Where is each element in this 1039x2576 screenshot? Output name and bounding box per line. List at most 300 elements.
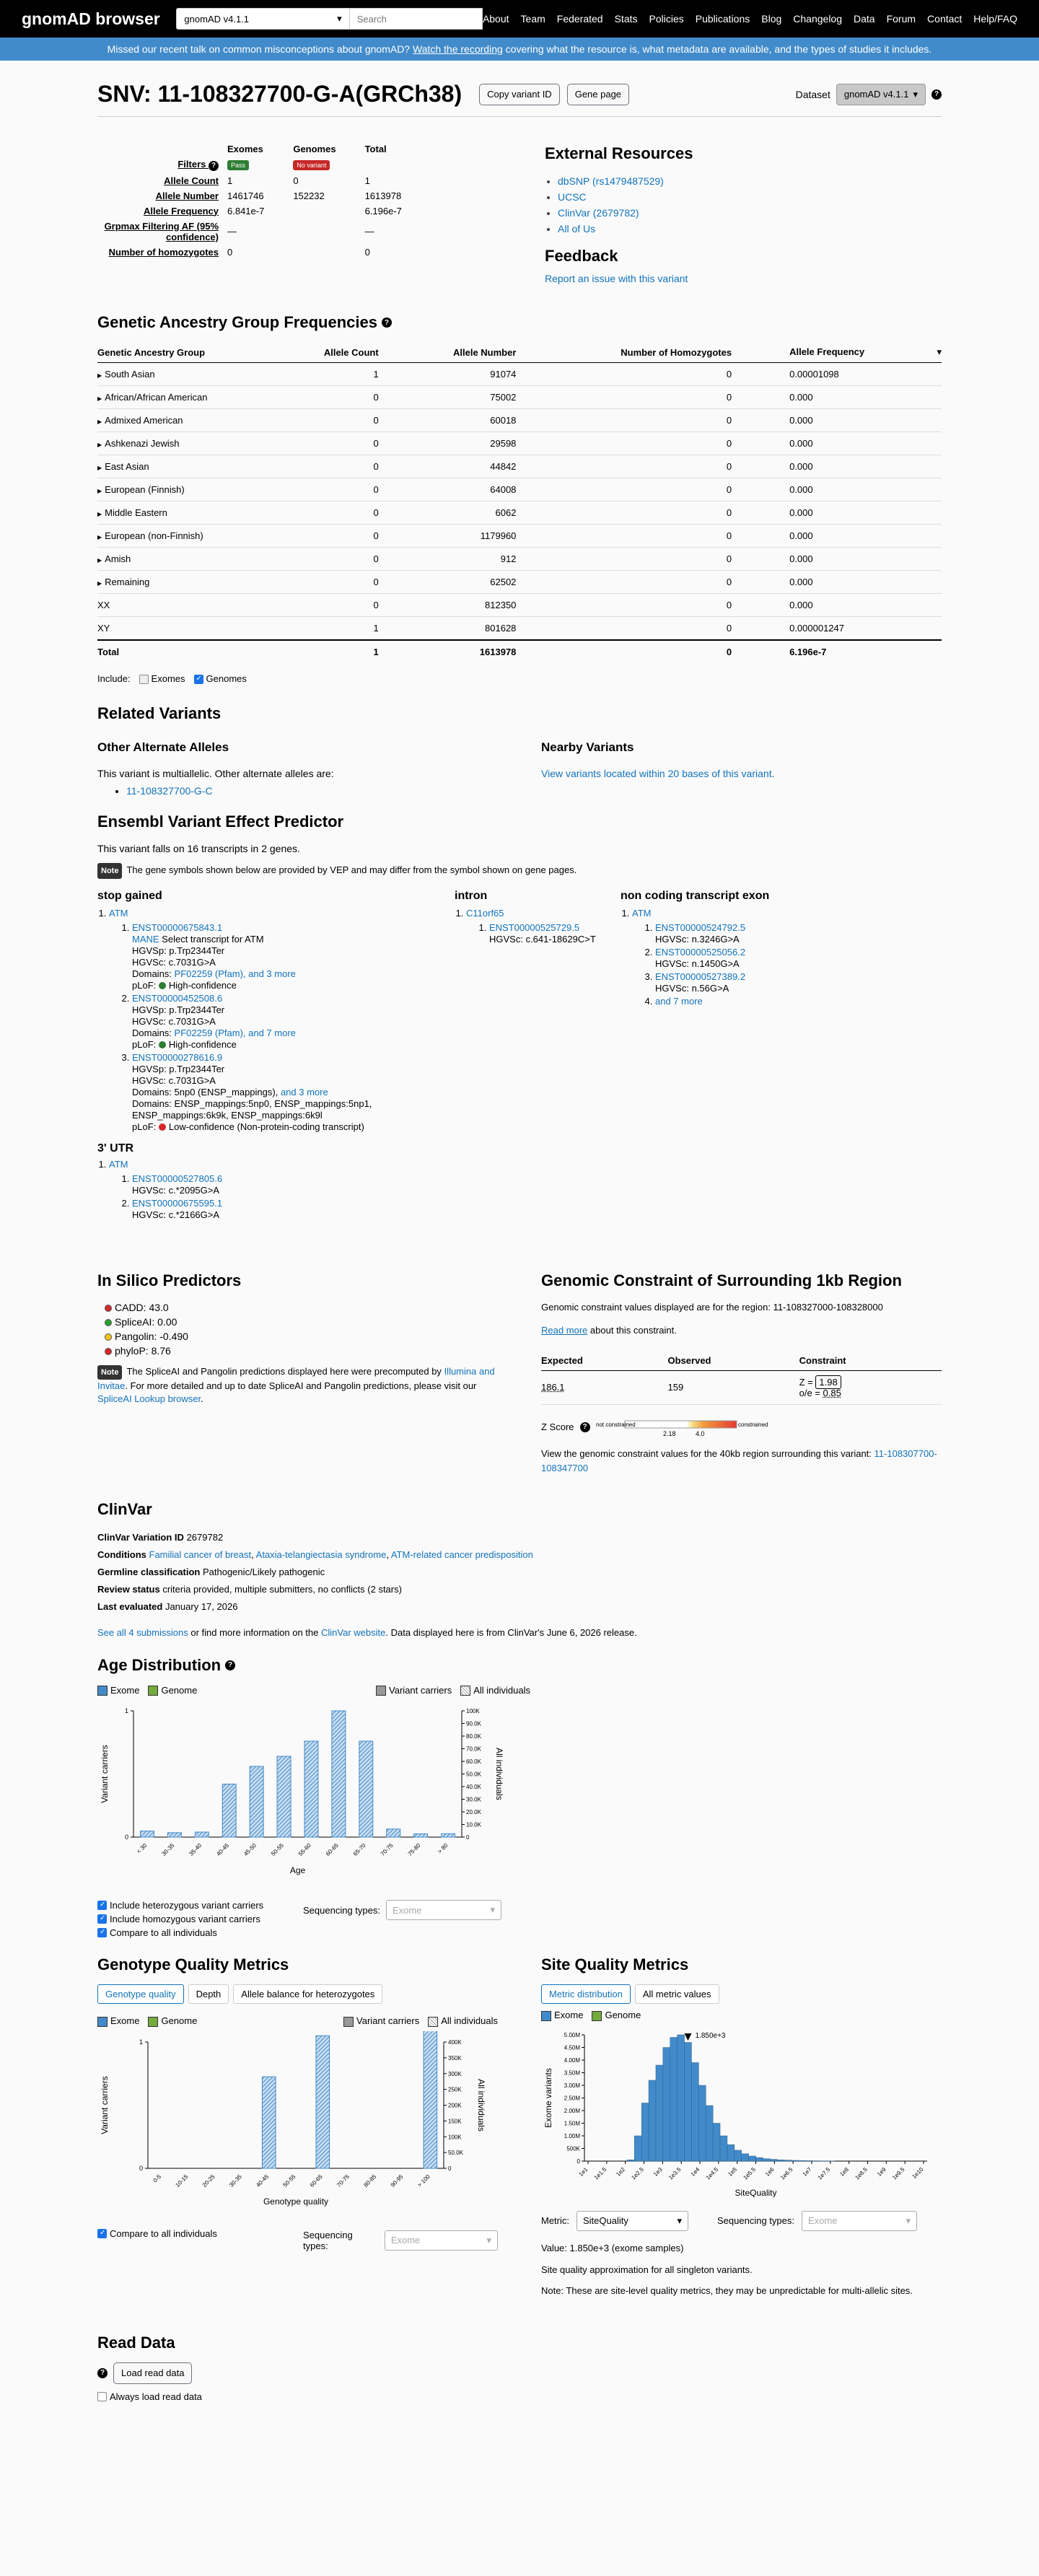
y2-tick-label: 250K <box>448 2086 462 2093</box>
exome-swatch <box>541 2011 551 2021</box>
x-tick-label: 1e6.5 <box>779 2165 794 2181</box>
summary-row <box>97 245 431 260</box>
histogram-bar <box>678 2035 685 2161</box>
spliceai-lookup-link[interactable]: SpliceAI Lookup browser <box>97 1393 201 1404</box>
th-ac[interactable]: Allele Count <box>276 342 400 363</box>
constraint-col <box>541 1251 942 1476</box>
summary-row <box>97 219 431 245</box>
bar <box>262 2077 276 2168</box>
y-axis-label: Exome variants <box>543 2067 553 2128</box>
y2-tick-label: 80.0K <box>466 1733 481 1740</box>
x-tick-label: < 30 <box>135 1842 149 1855</box>
histogram-bar <box>742 2154 749 2161</box>
quality-metrics <box>97 1955 942 2297</box>
group-cell[interactable]: ▶ Middle Eastern <box>97 501 276 525</box>
include-exomes-checkbox[interactable]: Exomes <box>139 673 185 684</box>
seq-type-select[interactable]: Exome ▾ <box>385 2230 498 2251</box>
x-tick-label: 1e8.5 <box>854 2165 869 2181</box>
ac-cell: 1 <box>276 617 400 640</box>
histogram-bar <box>756 2157 763 2161</box>
total-row <box>97 640 942 663</box>
group-cell[interactable]: ▶ South Asian <box>97 363 276 386</box>
constrained-label: constrained <box>737 1421 768 1428</box>
nav-link-about[interactable]: About <box>482 13 509 25</box>
y2-tick-label: 350K <box>448 2054 462 2062</box>
other-alleles <box>97 733 498 797</box>
transcript-link[interactable]: ENST00000452508.6 <box>132 992 223 1004</box>
gq-tabs <box>97 1984 498 2004</box>
histogram-bar <box>792 2160 799 2161</box>
banner-text: Missed our recent talk on common misconceptions about gnomAD? <box>107 43 413 55</box>
help-icon[interactable]: ? <box>97 2368 108 2378</box>
page-title: SNV: 11-108327700-G-A(GRCh38) <box>97 81 462 107</box>
y2-tick-label: 20.0K <box>466 1809 481 1816</box>
noncoding-heading: non coding transcript exon <box>621 889 770 902</box>
tab-allele-balance[interactable]: Allele balance for heterozygotes <box>233 1984 382 2004</box>
sq-heading: Site Quality Metrics <box>541 1955 689 1974</box>
help-icon[interactable]: ? <box>225 1660 235 1670</box>
transcript-link[interactable]: ENST00000527805.6 <box>132 1173 223 1184</box>
hom-checkbox[interactable] <box>97 1914 107 1924</box>
compare-checkbox[interactable] <box>97 1928 107 1937</box>
constraint-table <box>541 1351 942 1405</box>
ancestry-table <box>97 342 942 663</box>
an-cell: 60018 <box>400 409 538 432</box>
ac-cell: 0 <box>276 455 400 478</box>
histogram-bar <box>720 2136 727 2161</box>
seq-type-select[interactable]: Exome ▾ <box>802 2211 917 2231</box>
include-genomes-checkbox[interactable]: ✓ Genomes <box>194 673 247 684</box>
more-domains-link[interactable]: and 3 more <box>280 1086 328 1098</box>
x-tick-label: 1e9.5 <box>891 2165 906 2181</box>
hom-cell: 0 <box>538 363 753 386</box>
navbar-dataset-select[interactable] <box>176 8 349 30</box>
group-cell[interactable]: ▶ African/African American <box>97 386 276 409</box>
an-cell: 91074 <box>400 363 538 386</box>
group-cell: XY <box>97 617 276 640</box>
table-row <box>97 617 942 640</box>
predictor-dot-icon <box>105 1319 112 1326</box>
variant-header <box>97 81 942 117</box>
y2-axis-label: All individuals <box>494 1748 504 1800</box>
table-row <box>97 363 942 386</box>
condition-link[interactable]: Ataxia-telangiectasia syndrome <box>255 1548 387 1560</box>
group-cell[interactable]: ▶ Admixed American <box>97 409 276 432</box>
summary-cell <box>293 203 364 219</box>
domain-link[interactable]: PF02259 (Pfam) <box>174 1027 243 1038</box>
search-input[interactable]: Search <box>350 8 483 30</box>
an-cell: 62502 <box>400 571 538 594</box>
table-row <box>97 548 942 571</box>
external-link[interactable]: ClinVar (2679782) <box>558 207 639 219</box>
y-tick-label: 4.50M <box>564 2044 580 2051</box>
transcript-link[interactable]: ENST00000525056.2 <box>655 946 746 958</box>
group-cell[interactable]: ▶ East Asian <box>97 455 276 478</box>
banner-link[interactable]: Watch the recording <box>413 43 503 55</box>
y-tick-label: 5.00M <box>564 2031 580 2038</box>
external-link[interactable]: All of Us <box>558 223 596 235</box>
hom-cell: 0 <box>538 432 753 455</box>
bar <box>277 1756 291 1837</box>
gene-atm-link[interactable]: ATM <box>109 907 128 919</box>
summary-cell <box>293 245 364 260</box>
y-tick-label: 1.50M <box>564 2120 580 2127</box>
germline-classification: Pathogenic/Likely pathogenic <box>202 1566 325 1577</box>
table-row <box>97 571 942 594</box>
histogram-bar <box>713 2123 720 2161</box>
gq-seq-type: Sequencing types: Exome ▾ <box>303 2230 498 2251</box>
see-submissions-link[interactable]: See all 4 submissions <box>97 1626 188 1638</box>
predictor-item: CADD: 43.0 <box>105 1300 498 1315</box>
histogram-bar <box>777 2160 784 2161</box>
vep-stop-gained-col: stop gained 1. ATM 1. ENST00000675843.1 MANE Select transcript for ATM HGVSp: p.Trp2344Ter HGVSc: c.7031G>A Domains: PF02259 (Pfam), and 3 more pLoF: High-confidence 2. ENST00000452508.6 HGVSp: p.Trp2344Ter HGVSc: c.7031G>A Domains: PF02259 (Pfam), and 7 more pLoF: High-confidence 3. ENST00000278616.9 HGVSp: p.Trp2344Ter HGVSc: c.7031G>A Domains: 5np0 (ENSP_mappings), and 3 more Domains: ENSP_mappings:5np0, ENSP_mappings:5np1, ENSP_mappings:6k9k, ENSP_mappings:6k9l pLoF: Low-confidence (Non-protein-coding transcript) 3' UTR 1. ATM 1. ENST00000527805.6 HGVSc: c.*2095G>A 2. ENST00000675595.1 HGVSc: c.*2166G>A <box>97 890 455 1222</box>
summary-cell: 6.841e-7 <box>227 205 265 216</box>
load-read-data-button[interactable]: Load read data <box>113 2362 192 2384</box>
bar <box>167 1833 181 1837</box>
group-cell: Total <box>97 640 276 663</box>
nav-link-stats[interactable]: Stats <box>614 13 638 25</box>
group-cell[interactable]: ▶ European (non-Finnish) <box>97 525 276 548</box>
expand-triangle-icon[interactable]: ▶ <box>97 511 102 517</box>
ac-cell: 0 <box>276 501 400 525</box>
het-checkbox[interactable] <box>97 1901 107 1910</box>
tab-genotype-quality[interactable]: Genotype quality <box>97 1984 184 2004</box>
x-tick-label: 10-15 <box>174 2173 190 2189</box>
y-tick-label: 2.00M <box>564 2107 580 2114</box>
expand-triangle-icon[interactable]: ▶ <box>97 580 102 587</box>
genome-swatch <box>592 2011 602 2021</box>
other-alleles-text: This variant is multiallelic. Other alternate alleles are: <box>97 767 334 779</box>
histogram-bar <box>627 2160 634 2161</box>
nav-link-policies[interactable]: Policies <box>649 13 684 25</box>
histogram-bar <box>749 2156 756 2161</box>
expand-triangle-icon[interactable]: ▶ <box>97 419 102 425</box>
nav-link-contact[interactable]: Contact <box>927 13 963 25</box>
summary-cell: — <box>227 226 237 237</box>
bar <box>332 1711 346 1837</box>
x-tick-label: 1e9 <box>875 2165 887 2178</box>
table-row <box>97 409 942 432</box>
dataset-dropdown[interactable] <box>836 84 926 105</box>
gq-col <box>97 1955 498 2297</box>
table-row <box>97 386 942 409</box>
table-row <box>97 478 942 501</box>
an-cell: 812350 <box>400 594 538 617</box>
summary-cell: 6.196e-7 <box>364 205 402 216</box>
af-cell: 0.000 <box>753 594 942 617</box>
nav-links <box>483 13 1017 25</box>
y2-tick-label: 50.0K <box>466 1771 481 1778</box>
help-icon[interactable]: ? <box>580 1422 590 1432</box>
bar <box>195 1832 209 1837</box>
low-confidence-icon <box>159 1123 166 1131</box>
x-tick-label: 1e1 <box>577 2165 589 2178</box>
ac-cell: 1 <box>276 640 400 663</box>
expand-triangle-icon[interactable]: ▶ <box>97 395 102 402</box>
report-issue-link[interactable]: Report an issue with this variant <box>545 273 688 284</box>
expand-triangle-icon[interactable]: ▶ <box>97 534 102 540</box>
vep-noncoding-col: non coding transcript exon 1. ATM 1. ENST00000524792.5 HGVSc: n.3246G>A 2. ENST00000525056.2 HGVSc: n.1450G>A 3. ENST00000527389.2 HGVSc: n.56G>A 4. and 7 more <box>621 890 837 1222</box>
ac-cell: 0 <box>276 478 400 501</box>
af-cell: 0.000 <box>753 525 942 548</box>
oe-value: 0.85 <box>823 1387 841 1398</box>
age-controls: ✓ Include heterozygous variant carriers ✓ Include homozygous variant carriers ✓ Compare to all individuals Sequencing types: Exome ▾ <box>97 1900 530 1938</box>
more-domains-link[interactable]: , and 7 more <box>242 1027 296 1038</box>
summary-row-label: Allele Frequency <box>143 205 219 216</box>
histogram-bar <box>806 2160 813 2161</box>
expand-triangle-icon[interactable]: ▶ <box>97 557 102 564</box>
other-alleles-heading: Other Alternate Alleles <box>97 740 229 754</box>
sort-down-icon: ▾ <box>937 346 942 357</box>
sq-col <box>541 1955 942 2297</box>
y2-tick-label: 40.0K <box>466 1784 481 1791</box>
bar <box>304 1741 318 1837</box>
th-af[interactable]: Allele Frequency ▾ <box>753 342 942 363</box>
transcript-link[interactable]: ENST00000527389.2 <box>655 971 746 982</box>
observed-value: 159 <box>668 1370 799 1404</box>
y2-tick-label: 50.0K <box>448 2149 463 2156</box>
gene-atm-link[interactable]: ATM <box>109 1158 128 1170</box>
af-cell: 0.000 <box>753 409 942 432</box>
y-axis-label: Variant carriers <box>100 2075 110 2134</box>
gq-legend: Exome Genome Variant carriers All individuals <box>97 2015 498 2027</box>
transcript-link[interactable]: ENST00000675595.1 <box>132 1197 223 1209</box>
feedback-heading: Feedback <box>545 247 618 265</box>
summary-row-label: Allele Number <box>155 190 219 201</box>
expand-triangle-icon[interactable]: ▶ <box>97 372 102 379</box>
gene-c11orf65-link[interactable]: C11orf65 <box>466 907 504 919</box>
gene-atm-link[interactable]: ATM <box>632 907 652 919</box>
y2-tick-label: 300K <box>448 2070 462 2077</box>
x-tick-label: > 100 <box>416 2173 431 2189</box>
histogram-bar <box>770 2159 777 2160</box>
external-link-item <box>558 205 942 221</box>
clinvar-website-link[interactable]: ClinVar website <box>321 1626 386 1638</box>
external-link[interactable]: dbSNP (rs1479487529) <box>558 175 664 187</box>
group-cell[interactable]: ▶ Ashkenazi Jewish <box>97 432 276 455</box>
region-link[interactable]: 11-108307700-108347700 <box>541 1447 937 1473</box>
ac-cell: 0 <box>276 548 400 571</box>
th-expected: Expected <box>541 1351 668 1371</box>
nearby-link[interactable]: View variants located within 20 bases of this variant. <box>541 767 775 779</box>
af-cell: 0.000 <box>753 548 942 571</box>
x-tick-label: 1e4.5 <box>704 2165 720 2181</box>
summary-row-label: Number of homozygotes <box>108 246 219 258</box>
hom-cell: 0 <box>538 571 753 594</box>
nav-link-team[interactable]: Team <box>520 13 545 25</box>
x-tick-label: 1e2.5 <box>630 2165 645 2181</box>
an-cell: 44842 <box>400 455 538 478</box>
histogram-bar <box>663 2047 670 2161</box>
mane-link[interactable]: MANE <box>132 933 159 945</box>
always-load-checkbox[interactable] <box>97 2392 107 2401</box>
expand-triangle-icon[interactable]: ▶ <box>97 442 102 448</box>
th-an[interactable]: Allele Number <box>400 342 538 363</box>
all-swatch <box>428 2017 438 2027</box>
col-exomes: Exomes <box>227 144 263 154</box>
tab-all-metric-values[interactable]: All metric values <box>635 1984 719 2004</box>
metric-select[interactable]: SiteQuality ▾ <box>577 2211 688 2231</box>
clinvar-id: 2679782 <box>186 1531 224 1543</box>
bar <box>414 1834 428 1838</box>
y-axis-label: Variant carriers <box>100 1745 110 1803</box>
y-tick-label: 3.00M <box>564 2082 580 2089</box>
more-transcripts-link[interactable]: and 7 more <box>655 995 703 1007</box>
transcript-link[interactable]: ENST00000524792.5 <box>655 921 746 933</box>
x-tick-label: 60-65 <box>308 2173 324 2189</box>
x-tick-label: 1e3.5 <box>667 2165 683 2181</box>
metric-value: Value: 1.850e+3 (exome samples) <box>541 2242 684 2253</box>
stop-gained-heading: stop gained <box>97 889 162 902</box>
carriers-swatch <box>343 2017 354 2027</box>
external-links-list <box>545 173 942 237</box>
histogram-bar <box>691 2062 698 2161</box>
hom-cell: 0 <box>538 525 753 548</box>
help-icon[interactable]: ? <box>382 317 392 328</box>
gq-chart <box>97 2031 498 2219</box>
nav-link-data[interactable]: Data <box>854 13 875 25</box>
hom-cell: 0 <box>538 594 753 617</box>
summary-cell: 0 <box>293 175 299 186</box>
x-axis-label: Genotype quality <box>263 2196 329 2207</box>
x-tick-label: 40-45 <box>215 1842 231 1858</box>
nav-link-help-faq[interactable]: Help/FAQ <box>973 13 1017 25</box>
expand-triangle-icon[interactable]: ▶ <box>97 488 102 494</box>
age-chart <box>97 1700 530 1895</box>
brand-logo[interactable]: gnomAD browser <box>22 9 160 28</box>
transcript-link[interactable]: ENST00000525729.5 <box>489 921 580 933</box>
caret-down-icon: ▾ <box>913 88 918 100</box>
y-tick-label: 1 <box>139 2038 143 2046</box>
condition-link[interactable]: ATM-related cancer predisposition <box>390 1548 533 1560</box>
compare-checkbox[interactable] <box>97 2229 107 2238</box>
zscore-label: Z Score <box>541 1421 574 1433</box>
summary-cell: 1 <box>364 175 370 186</box>
constraint-desc: Genomic constraint values displayed are for the region: 11-108327000-108328000 <box>541 1301 883 1313</box>
x-axis-label: Age <box>289 1865 306 1876</box>
last-evaluated: January 17, 2026 <box>165 1600 238 1612</box>
af-cell: 0.000 <box>753 478 942 501</box>
x-tick-label: 1e5 <box>727 2165 739 2178</box>
help-icon[interactable]: ? <box>209 161 219 171</box>
summary-cell: 0 <box>227 246 233 258</box>
gq-controls: ✓ Compare to all individuals Sequencing types: Exome ▾ <box>97 2228 498 2271</box>
group-cell[interactable]: ▶ Amish <box>97 548 276 571</box>
help-icon[interactable]: ? <box>931 89 942 100</box>
predictor-dot-icon <box>105 1348 112 1355</box>
x-axis-label: SiteQuality <box>735 2187 777 2197</box>
histogram-bar <box>656 2065 663 2161</box>
exome-swatch <box>97 1686 108 1696</box>
transcript-link[interactable]: ENST00000675843.1 <box>132 921 223 933</box>
y2-tick-label: 150K <box>448 2118 462 2125</box>
bar <box>424 2031 437 2168</box>
tab-depth[interactable]: Depth <box>188 1984 229 2004</box>
exome-swatch <box>97 2017 108 2027</box>
table-row <box>97 501 942 525</box>
tick-label: 2.18 <box>662 1429 676 1437</box>
nav-link-blog[interactable]: Blog <box>761 13 782 25</box>
dataset-selector <box>796 84 942 105</box>
y-tick-label: 4.00M <box>564 2056 580 2064</box>
group-cell: XX <box>97 594 276 617</box>
expand-triangle-icon[interactable]: ▶ <box>97 465 102 471</box>
illumina-link[interactable]: Illumina and Invitae <box>97 1365 495 1391</box>
x-tick-label: 0-5 <box>152 2173 163 2184</box>
summary-row <box>97 188 431 203</box>
y2-tick-label: 400K <box>448 2038 462 2046</box>
an-cell: 6062 <box>400 501 538 525</box>
view-40kb: View the genomic constraint values for the 40kb region surrounding this variant: 11-108307700-108347700 <box>541 1447 937 1473</box>
summary-cell <box>293 219 364 245</box>
bar <box>250 1766 263 1837</box>
sq-legend: Exome Genome <box>541 2010 942 2021</box>
y2-tick-label: 0 <box>466 1834 470 1841</box>
nav-link-publications[interactable]: Publications <box>695 13 750 25</box>
histogram-bar <box>641 2103 649 2161</box>
group-cell[interactable]: ▶ Remaining <box>97 571 276 594</box>
dataset-value: gnomAD v4.1.1 <box>843 89 909 100</box>
nav-link-forum[interactable]: Forum <box>886 13 916 25</box>
th-hom[interactable]: Number of Homozygotes <box>538 342 753 363</box>
age-heading: Age Distribution ? <box>97 1656 942 1675</box>
an-cell: 801628 <box>400 617 538 640</box>
other-allele-link[interactable]: 11-108327700-G-C <box>126 784 213 797</box>
condition-link[interactable]: Familial cancer of breast <box>149 1548 252 1560</box>
th-group[interactable]: Genetic Ancestry Group <box>97 342 276 363</box>
domain-link[interactable]: PF02259 (Pfam) <box>174 968 243 979</box>
x-tick-label: 1e7 <box>801 2165 813 2178</box>
y-tick-label: 500K <box>566 2145 580 2152</box>
x-tick-label: 90-95 <box>389 2173 405 2189</box>
external-link[interactable]: UCSC <box>558 191 587 203</box>
read-more-link[interactable]: Read more <box>541 1324 588 1336</box>
copy-variant-id-button[interactable]: Copy variant ID <box>479 84 560 105</box>
transcript-link[interactable]: ENST00000278616.9 <box>132 1051 223 1063</box>
hom-cell: 0 <box>538 640 753 663</box>
summary-cell: 0 <box>364 246 370 258</box>
x-tick-label: 80-85 <box>362 2173 378 2189</box>
utr-heading: 3' UTR <box>97 1142 134 1155</box>
filter-pass-badge: Pass <box>227 160 249 170</box>
y2-tick-label: 0 <box>448 2165 452 2172</box>
y2-tick-label: 30.0K <box>466 1796 481 1803</box>
group-cell[interactable]: ▶ European (Finnish) <box>97 478 276 501</box>
seq-type-select[interactable]: Exome ▾ <box>386 1900 501 1920</box>
zscore-bar <box>541 1416 942 1438</box>
ac-cell: 1 <box>276 363 400 386</box>
x-tick-label: 20-25 <box>201 2173 216 2189</box>
more-domains-link[interactable]: , and 3 more <box>242 968 296 979</box>
nav-link-changelog[interactable]: Changelog <box>793 13 843 25</box>
clinvar-heading: ClinVar <box>97 1499 152 1518</box>
summary-cell: 1613978 <box>364 190 402 201</box>
top-navbar <box>0 0 1039 38</box>
tab-metric-distribution[interactable]: Metric distribution <box>541 1984 631 2004</box>
y-tick-label: 1.00M <box>564 2132 580 2139</box>
nav-link-federated[interactable]: Federated <box>556 13 603 25</box>
zscore-gradient <box>596 1416 784 1438</box>
insilico-list <box>97 1300 498 1358</box>
predictor-dot-icon <box>105 1333 112 1341</box>
x-tick-label: 70-75 <box>336 2173 351 2189</box>
histogram-bar <box>685 2042 692 2161</box>
an-cell: 64008 <box>400 478 538 501</box>
gene-page-button[interactable]: Gene page <box>567 84 629 105</box>
always-load: Always load read data <box>97 2391 942 2402</box>
constraint-values: Z = 1.98 o/e = 0.85 <box>799 1370 942 1404</box>
af-cell: 0.000 <box>753 455 942 478</box>
